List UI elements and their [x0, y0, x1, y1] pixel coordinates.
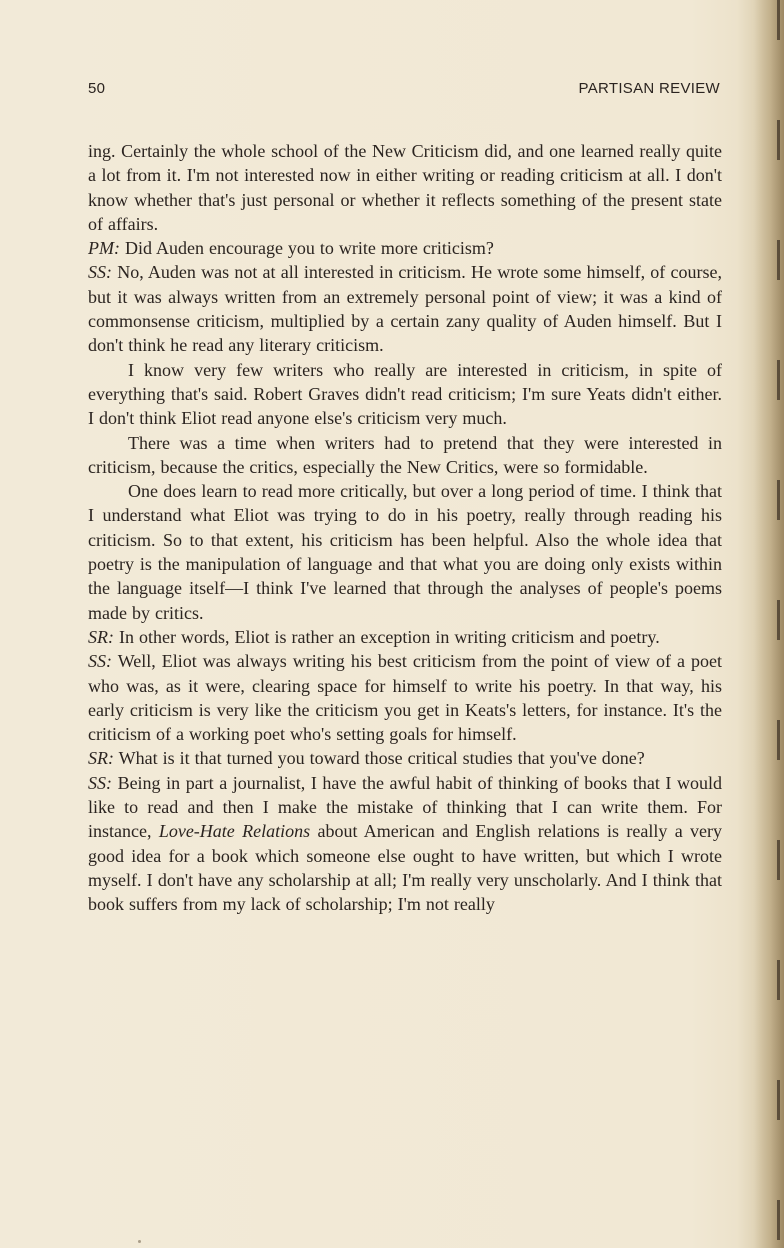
interview-answer [88, 260, 722, 357]
paragraph: ing. Certainly the whole school of the New Criticism did, and one learned really quite a lot from it. I'm not interested now in either writing or reading criticism at all. I don't know whether that's just personal or whether it reflects something of the present state of affairs. [88, 141, 722, 234]
page-body [88, 139, 722, 917]
answer-text: about American and English relations is really a very good idea for a book which someone else ought to have written, but which I wrote myself. I don't have any scholarship at all; I'm really very unscholarly. And I think that book suffers from my lack of scholarship; I'm not really [88, 821, 723, 915]
speaker-label: SS: [88, 772, 112, 793]
answer-text: No, Auden was not at all interested in criticism. He wrote some himself, of course, but it was always written from an extremely personal point of view; it was a kind of commonsense criticism, multiplied by a certain zany quality of Auden himself. But I don't think he read any literary criticism. [88, 262, 722, 356]
question-text: In other words, Eliot is rather an exception in writing criticism and poetry. [114, 626, 660, 647]
interview-question [88, 236, 722, 260]
paragraph: I know very few writers who really are interested in criticism, in spite of everything that's said. Robert Graves didn't read criticism; I'm sure Yeats didn't either. I don't think Eliot read anyone else's criticism very much. [88, 359, 722, 429]
page-number: 50 [88, 80, 106, 97]
answer-text: Well, Eliot was always writing his best criticism from the point of view of a poet who was, as it were, clearing space for himself to write his poetry. In that way, his early criticism is very like the criticism you get in Keats's letters, for instance. It's the criticism of a working poet who's setting goals for himself. [88, 651, 722, 745]
speaker-label: SS: [88, 651, 112, 672]
book-title: Love-Hate Relations [158, 821, 311, 842]
page-header [88, 80, 720, 102]
interview-question [88, 625, 722, 649]
interview-question [88, 746, 722, 770]
page-speck [138, 1240, 141, 1243]
question-text: Did Auden encourage you to write more criticism? [119, 238, 494, 259]
running-head: PARTISAN REVIEW [578, 80, 720, 97]
speaker-label: SR: [88, 626, 114, 647]
interview-answer [88, 649, 722, 746]
speaker-label: PM: [88, 238, 120, 259]
answer-text: Being in part a journalist, I have the awful habit of thinking of books that I would like to read and then I make the mistake of thinking that I can write them. For instance, [88, 772, 722, 842]
question-text: What is it that turned you toward those critical studies that you've done? [114, 748, 645, 769]
paragraph: One does learn to read more critically, but over a long period of time. I think that I understand what Eliot was trying to do in his poetry, really through reading his criticism. So to that extent, his criticism has been helpful. Also the whole idea that poetry is the manipulation of language and that what you are doing only exists within the language itself—I think I've learned that through the analyses of people's poems made by critics. [88, 481, 722, 623]
interview-answer [88, 771, 722, 917]
speaker-label: SR: [88, 748, 114, 769]
book-edge-marks [777, 0, 780, 1248]
speaker-label: SS: [88, 262, 112, 283]
paragraph: There was a time when writers had to pretend that they were interested in criticism, because the critics, especially the New Critics, were so formidable. [88, 432, 722, 477]
